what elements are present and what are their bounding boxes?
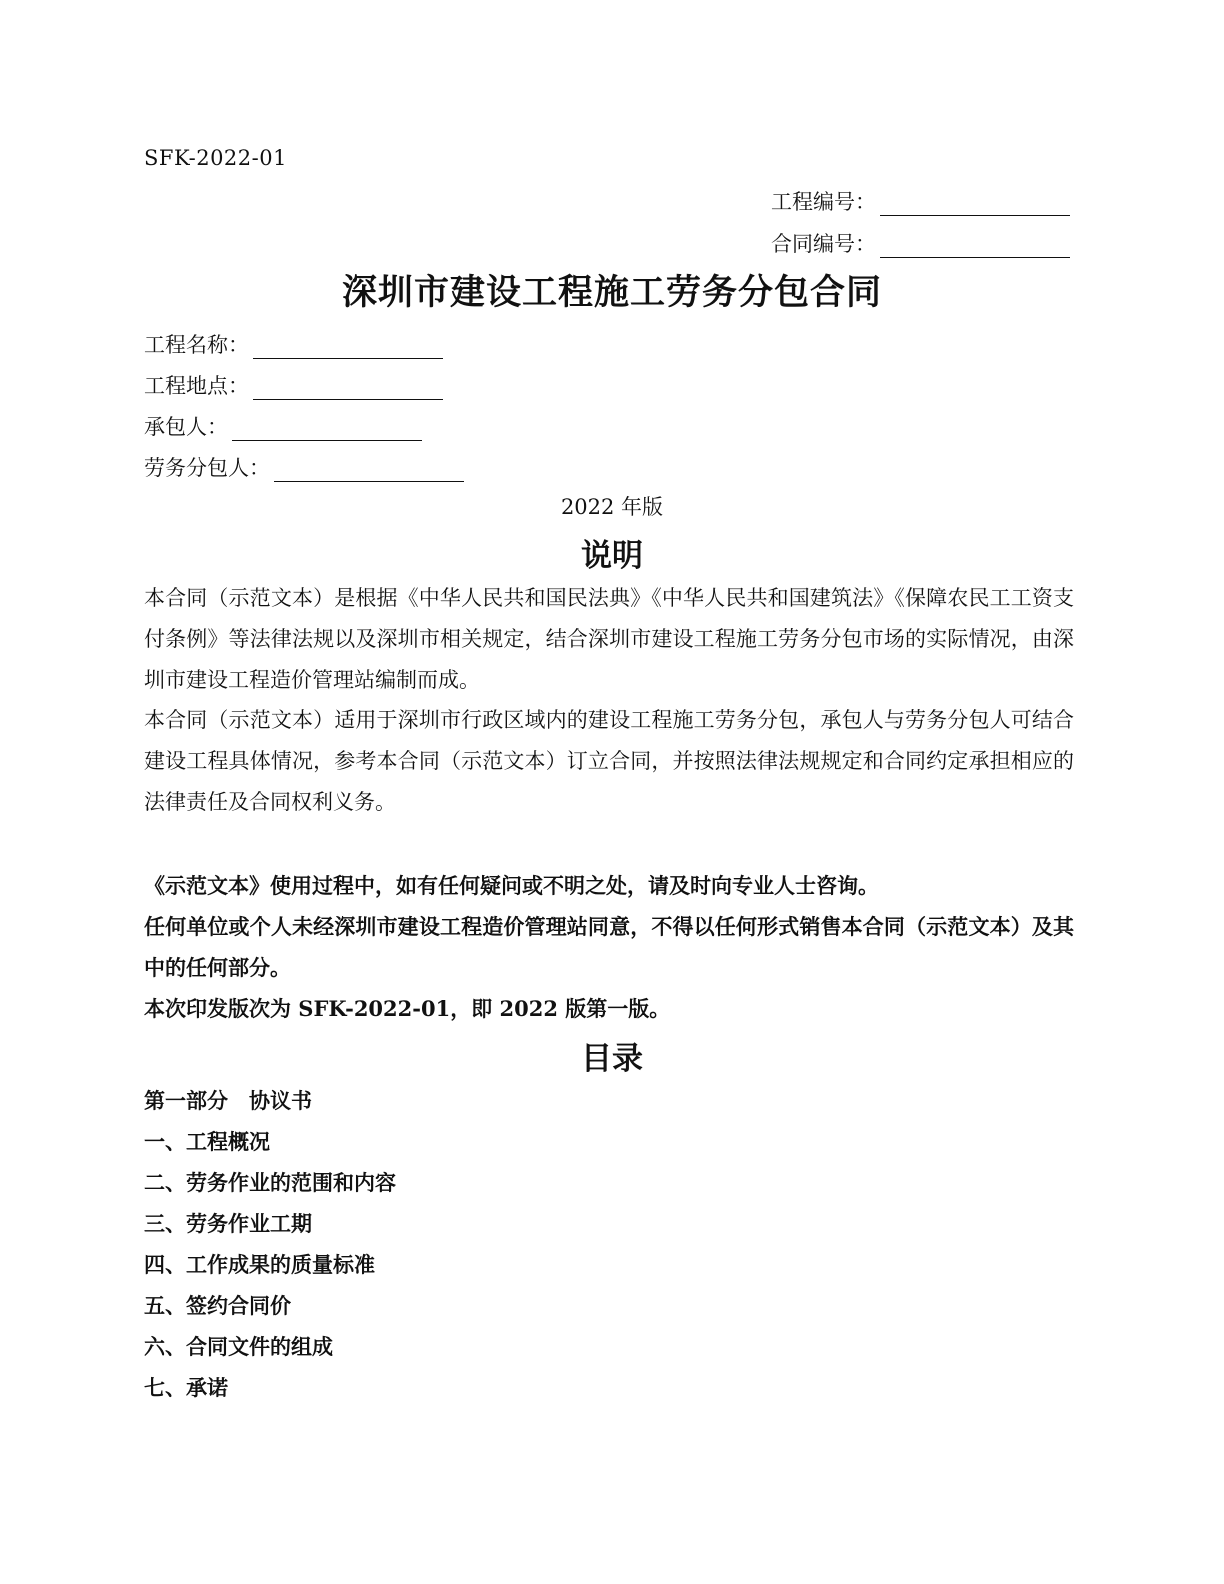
- edition-label: 2022 年版: [560, 495, 664, 519]
- notice-paragraph: 任何单位或个人未经深圳市建设工程造价管理站同意，不得以任何形式销售本合同（示范文本）及其中的任何部分。: [144, 914, 1074, 980]
- project-number-field: [771, 186, 1070, 216]
- toc-item[interactable]: 四、工作成果的质量标准: [144, 1252, 375, 1277]
- contractor-blank: [232, 420, 422, 441]
- project-location-label: 工程地点：: [144, 374, 249, 398]
- toc-item[interactable]: 一、工程概况: [144, 1129, 270, 1154]
- subcontractor-label: 劳务分包人：: [144, 456, 270, 480]
- description-paragraph: 本合同（示范文本）适用于深圳市行政区域内的建设工程施工劳务分包，承包人与劳务分包人可结合建设工程具体情况，参考本合同（示范文本）订立合同，并按照法律法规规定和合同约定承担相应的法律责任及合同权利义务。: [144, 708, 1074, 814]
- notice-paragraph: 《示范文本》使用过程中，如有任何疑问或不明之处，请及时向专业人士咨询。: [144, 873, 879, 898]
- notice-paragraph: 本次印发版次为 SFK-2022-01，即 2022 版第一版。: [144, 996, 671, 1021]
- contract-number-field: [771, 228, 1070, 258]
- toc-heading: 目录: [581, 1041, 643, 1077]
- toc-item[interactable]: 三、劳务作业工期: [144, 1211, 312, 1236]
- contractor-label: 承包人：: [144, 415, 228, 439]
- project-location-blank: [253, 379, 443, 400]
- subcontractor-field: [144, 452, 464, 482]
- project-name-blank: [253, 338, 443, 359]
- document-title: 深圳市建设工程施工劳务分包合同: [341, 272, 882, 313]
- toc-item[interactable]: 第一部分 协议书: [144, 1088, 312, 1113]
- project-number-label: 工程编号：: [771, 190, 876, 214]
- description-paragraph: 本合同（示范文本）是根据《中华人民共和国民法典》《中华人民共和国建筑法》《保障农民工工资支付条例》等法律法规以及深圳市相关规定，结合深圳市建设工程施工劳务分包市场的实际情况，由深圳市建设工程造价管理站编制而成。: [144, 586, 1074, 692]
- contract-number-label: 合同编号：: [771, 232, 876, 256]
- project-name-label: 工程名称：: [144, 333, 249, 357]
- toc-item[interactable]: 五、签约合同价: [144, 1293, 291, 1318]
- toc-item[interactable]: 七、承诺: [144, 1375, 228, 1400]
- project-name-field: [144, 329, 443, 359]
- project-number-blank: [880, 195, 1070, 216]
- contractor-field: [144, 411, 422, 441]
- project-location-field: [144, 370, 443, 400]
- toc-item[interactable]: 二、劳务作业的范围和内容: [144, 1170, 396, 1195]
- document-code: SFK-2022-01: [144, 146, 287, 170]
- description-heading: 说明: [581, 538, 643, 574]
- contract-number-blank: [880, 237, 1070, 258]
- subcontractor-blank: [274, 461, 464, 482]
- table-of-contents: [144, 1080, 396, 1408]
- toc-item[interactable]: 六、合同文件的组成: [144, 1334, 333, 1359]
